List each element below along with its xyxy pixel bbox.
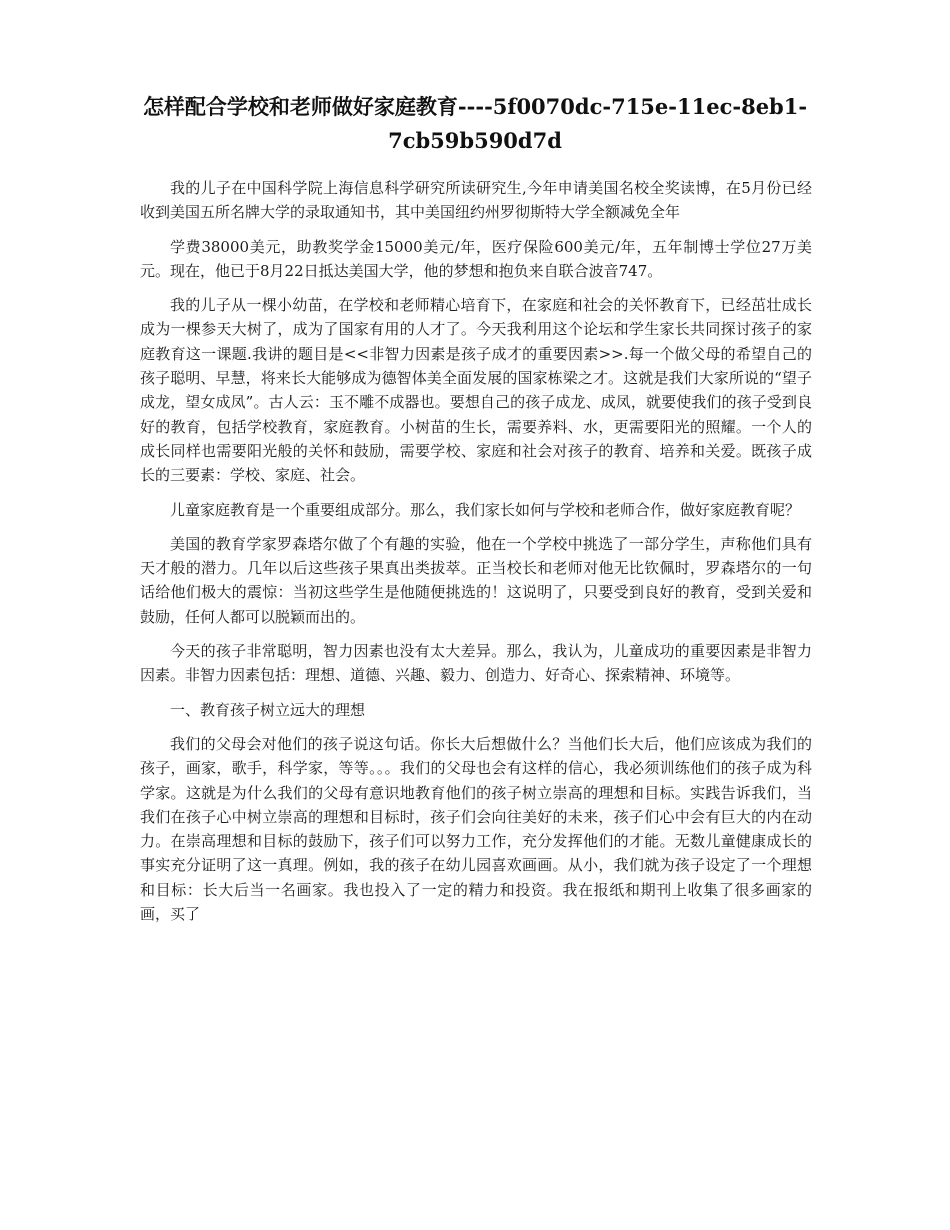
section-heading-1: 一、教育孩子树立远大的理想 <box>170 700 366 719</box>
paragraph-2: 学费38000美元，助教奖学金15000美元/年，医疗保险600美元/年，五年制博士学位27万美元。现在，他已于8月22日抵达美国大学，他的梦想和抱负来自联合波音747。 <box>140 237 812 280</box>
paragraph-1: 我的儿子在中国科学院上海信息科学研究所读研究生,今年申请美国名校全奖读博，在5月份已经收到美国五所名牌大学的录取通知书，其中美国纽约州罗彻斯特大学全额减免全年 <box>140 179 812 222</box>
document-title: 怎样配合学校和老师做好家庭教育----5f0070dc-715e-11ec-8eb1-7cb59b590d7d <box>142 94 808 153</box>
paragraph-7: 我们的父母会对他们的孩子说这句话。你长大后想做什么？当他们长大后，他们应该成为我们的孩子，画家，歌手，科学家，等等。。。我们的父母也会有这样的信心，我必须训练他们的孩子成为科学家。这就是为什么我们的父母有意识地教育他们的孩子树立崇高的理想和目标。实践告诉我们，当我们在孩子心中树立崇高的理想和目标时，孩子们会向往美好的未来，孩子们心中会有巨大的内在动力。在崇高理想和目标的鼓励下，孩子们可以努力工作，充分发挥他们的才能。无数儿童健康成长的事实充分证明了这一真理。例如，我的孩子在幼儿园喜欢画画。从小，我们就为孩子设定了一个理想和目标：长大后当一名画家。我也投入了一定的精力和投资。我在报纸和期刊上收集了很多画家的画，买了 <box>140 734 812 924</box>
paragraph-3: 我的儿子从一棵小幼苗，在学校和老师精心培育下，在家庭和社会的关怀教育下，已经茁壮成长成为一棵参天大树了，成为了国家有用的人才了。今天我利用这个论坛和学生家长共同探讨孩子的家庭教育这一课题.我讲的题目是<<非智力因素是孩子成才的重要因素>>.每一个做父母的希望自己的孩子聪明、早慧，将来长大能够成为德智体美全面发展的国家栋梁之才。这就是我们大家所说的“望子成龙，望女成凤”。古人云：玉不雕不成器也。要想自己的孩子成龙、成凤，就要使我们的孩子受到良好的教育，包括学校教育，家庭教育。小树苗的生长，需要养料、水，更需要阳光的照耀。一个人的成长同样也需要阳光般的关怀和鼓励，需要学校、家庭和社会对孩子的教育、培养和关爱。既孩子成长的三要素：学校、家庭、社会。 <box>140 296 812 485</box>
paragraph-4: 儿童家庭教育是一个重要组成部分。那么，我们家长如何与学校和老师合作，做好家庭教育呢？ <box>170 500 801 519</box>
document-body <box>140 176 812 936</box>
paragraph-5: 美国的教育学家罗森塔尔做了个有趣的实验，他在一个学校中挑选了一部分学生，声称他们具有天才般的潜力。几年以后这些孩子果真出类拔萃。正当校长和老师对他无比钦佩时，罗森塔尔的一句话给他们极大的震惊：当初这些学生是他随便挑选的！这说明了，只要受到良好的教育，受到关爱和鼓励，任何人都可以脱颖而出的。 <box>140 534 812 626</box>
paragraph-6: 今天的孩子非常聪明，智力因素也没有太大差异。那么，我认为，儿童成功的重要因素是非智力因素。非智力因素包括：理想、道德、兴趣、毅力、创造力、好奇心、探索精神、环境等。 <box>140 642 812 685</box>
